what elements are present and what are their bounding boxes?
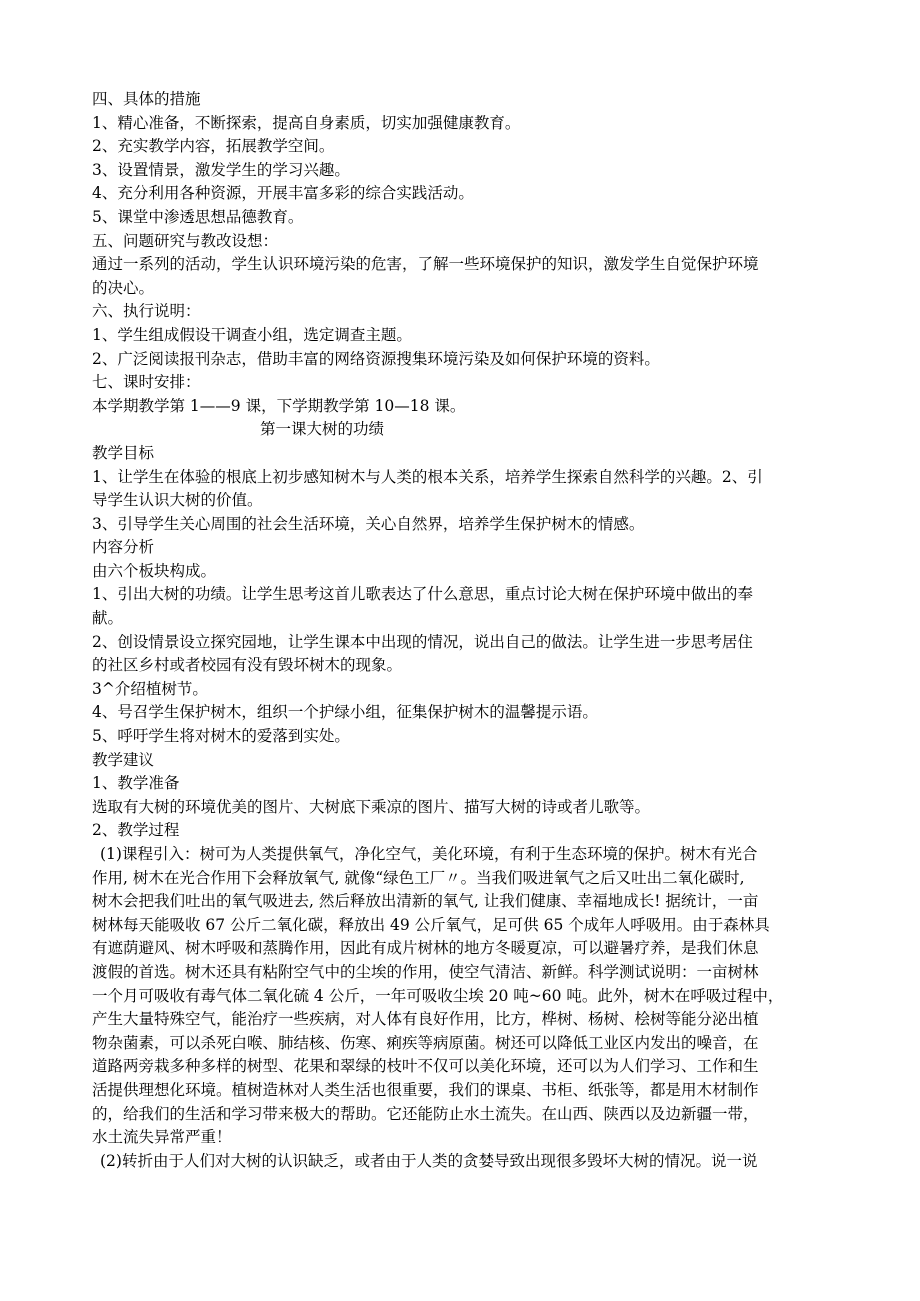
execution-item-1: 1、学生组成假设干调查小组，选定调查主题。 [92, 325, 412, 344]
goal-line: 3、引导学生关心周围的社会生活环境，关心自然界，培养学生保护树木的情感。 [92, 514, 645, 533]
process-paragraph-line: 作用, 树木在光合作用下会释放氧气, 就像“绿色工厂〃。当我们吸进氧气之后又吐出二氧化碳时, [92, 868, 745, 887]
schedule-text: 本学期教学第 1——9 课，下学期教学第 10—18 课。 [92, 396, 466, 415]
section-heading-measures: 四、具体的措施 [92, 90, 201, 108]
measure-item-2: 2、充实教学内容，拓展教学空间。 [92, 137, 335, 156]
process-paragraph-line: (2)转折由于人们对大树的认识缺乏，或者由于人类的贪婪导致出现很多毁坏大树的情况。说一说 [100, 1151, 758, 1170]
research-paragraph-line: 的决心。 [92, 278, 155, 297]
lesson-title: 第一课大树的功绩 [260, 420, 385, 439]
process-paragraph-line: 物杂菌素，可以杀死白喉、肺结核、伤寒、痢疾等病原菌。树还可以降低工业区内发出的噪音，在 [92, 1033, 759, 1052]
process-paragraph-line: 水土流失异常严重！ [92, 1128, 232, 1147]
process-paragraph-line: 活提供理想化环境。植树造林对人类生活也很重要，我们的课桌、书柜、纸张等，都是用木材制作 [92, 1080, 759, 1099]
content-analysis-line: 3^介绍植树节。 [92, 679, 208, 698]
process-paragraph-line: 树林每天能吸收 67 公斤二氧化碳，释放出 49 公斤氧气，足可供 65 个成年人呼吸用。由于森林具 [92, 915, 770, 934]
execution-item-2: 2、广泛阅读报刊杂志，借助丰富的网络资源搜集环境污染及如何保护环境的资料。 [92, 349, 660, 368]
measure-item-4: 4、充分利用各种资源，开展丰富多彩的综合实践活动。 [92, 184, 474, 203]
section-heading-research: 五、问题研究与教改设想： [92, 231, 279, 250]
preparation-text: 选取有大树的环境优美的图片、大树底下乘凉的图片、描写大树的诗或者儿歌等。 [92, 797, 651, 816]
measure-item-5: 5、课堂中渗透思想品德教育。 [92, 207, 304, 226]
heading-teaching-goals: 教学目标 [92, 443, 155, 462]
heading-teaching-suggestions: 教学建议 [92, 750, 155, 769]
process-paragraph-line: 产生大量特殊空气，能治疗一些疾病，对人体有良好作用，比方，桦树、杨树、桧树等能分泌出植 [92, 1010, 759, 1029]
content-analysis-line: 1、引出大树的功绩。让学生思考这首儿歌表达了什么意思，重点讨论大树在保护环境中做出的奉 [92, 585, 753, 604]
heading-content-analysis: 内容分析 [92, 538, 155, 557]
process-paragraph-line: 渡假的首选。树木还具有粘附空气中的尘埃的作用，使空气清洁、新鲜。科学测试说明：一亩树林 [92, 962, 759, 981]
process-paragraph-line: 一个月可吸收有毒气体二氧化硫 4 公斤，一年可吸收尘埃 20 吨~60 吨。此外，树木在呼吸过程中， [92, 986, 784, 1005]
process-paragraph-line: 的，给我们的生活和学习带来极大的帮助。它还能防止水土流失。在山西、陕西以及边新疆一带， [92, 1104, 759, 1123]
process-paragraph-line: 有遮荫避风、树木呼吸和蒸腾作用，因此有成片树林的地方冬暖夏凉，可以避暑疗养，是我们休息 [92, 939, 759, 958]
measure-item-1: 1、精心准备，不断探索，提高自身素质，切实加强健康教育。 [92, 113, 521, 132]
process-paragraph-line: (1)课程引入：树可为人类提供氧气，净化空气，美化环境，有利于生态环境的保护。树木有光合 [100, 845, 758, 863]
measure-item-3: 3、设置情景，激发学生的学习兴趣。 [92, 160, 350, 179]
goal-line: 导学生认识大树的价值。 [92, 491, 263, 510]
process-paragraph-line: 道路两旁栽多种多样的树型、花果和翠绿的枝叶不仅可以美化环境，还可以为人们学习、工作和生 [92, 1057, 759, 1076]
document-page [92, 88, 832, 1173]
goal-line: 1、让学生在体验的根底上初步感知树木与人类的根本关系，培养学生探索自然科学的兴趣。2、引 [92, 467, 763, 486]
content-analysis-line: 2、创设情景设立探究园地，让学生课本中出现的情况，说出自己的做法。让学生进一步思考居住 [92, 632, 753, 651]
content-analysis-line: 由六个板块构成。 [92, 561, 217, 580]
process-paragraph-line: 树木会把我们吐出的氧气吸进去, 然后释放出清新的氧气, 让我们健康、幸福地成长! 据统计，一亩 [92, 892, 759, 911]
section-heading-execution: 六、执行说明： [92, 302, 201, 321]
research-paragraph-line: 通过一系列的活动，学生认识环境污染的危害，了解一些环境保护的知识，激发学生自觉保护环境 [92, 255, 759, 274]
section-heading-schedule: 七、课时安排： [92, 373, 201, 392]
content-analysis-line: 4、号召学生保护树木，组织一个护绿小组，征集保护树木的温馨提示语。 [92, 703, 598, 722]
content-analysis-line: 献。 [92, 609, 124, 628]
content-analysis-line: 的社区乡村或者校园有没有毁坏树木的现象。 [92, 656, 403, 675]
subheading-process: 2、教学过程 [92, 821, 180, 840]
subheading-preparation: 1、教学准备 [92, 774, 180, 793]
content-analysis-line: 5、呼吁学生将对树木的爱落到实处。 [92, 727, 350, 746]
